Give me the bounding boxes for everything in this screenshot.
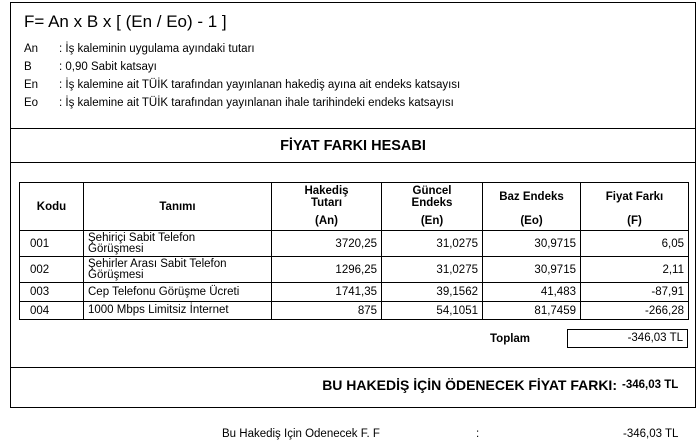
definition-row-eo (24, 94, 460, 112)
header-en: (En) (382, 212, 483, 231)
cell-tanimi: Cep Telefonu Görüşme Ücreti (84, 283, 272, 302)
table-row (20, 302, 689, 320)
section-title: FİYAT FARKI HESABI (280, 138, 426, 154)
cell-en: 31,0275 (382, 231, 483, 257)
table-row (20, 231, 689, 257)
cell-eo: 81,7459 (483, 302, 581, 320)
definition-symbol: Eo (24, 97, 39, 109)
table-header-row (20, 183, 689, 212)
cell-eo: 41,483 (483, 283, 581, 302)
footer-value: -346,03 TL (623, 428, 679, 440)
cell-tanimi-line1: Şehiriçi Sabit Telefon (88, 231, 196, 244)
cell-an: 1741,35 (272, 283, 382, 302)
cell-an: 1296,25 (272, 257, 382, 283)
cell-f: -266,28 (581, 302, 689, 320)
header-baz: Baz Endeks (483, 183, 581, 212)
cell-en: 39,1562 (382, 283, 483, 302)
header-tanimi: Tanımı (84, 183, 272, 231)
cell-tanimi (84, 231, 272, 257)
header-hakedis (272, 183, 382, 212)
cell-tanimi-line1: Şehirler Arası Sabit Telefon (88, 257, 227, 270)
definition-text: : İş kalemine ait TÜİK tarafından yayınlanan hakediş ayına ait endeks katsayısı (59, 79, 461, 91)
cell-f: -87,91 (581, 283, 689, 302)
definition-row-en (24, 76, 460, 94)
definition-text: : İş kalemine ait TÜİK tarafından yayınlanan ihale tarihindeki endeks katsayısı (59, 97, 454, 109)
table-row (20, 257, 689, 283)
cell-en: 54,1051 (382, 302, 483, 320)
header-an: (An) (272, 212, 382, 231)
cell-eo: 30,9715 (483, 231, 581, 257)
header-kodu: Kodu (20, 183, 84, 231)
cell-kodu: 003 (20, 283, 84, 302)
cell-f: 2,11 (581, 257, 689, 283)
header-guncel-line1: Güncel (412, 185, 452, 198)
cell-f: 6,05 (581, 231, 689, 257)
cell-tanimi-line2: Görüşmesi (88, 242, 144, 255)
cell-eo: 30,9715 (483, 257, 581, 283)
definition-text: : 0,90 Sabit katsayı (59, 61, 157, 73)
definition-symbol: An (24, 43, 39, 55)
cell-an: 875 (272, 302, 382, 320)
header-f: (F) (581, 212, 689, 231)
definition-row-an (24, 40, 460, 58)
cell-en: 31,0275 (382, 257, 483, 283)
divider (10, 367, 696, 368)
formula: F= An x B x [ (En / Eo) - 1 ] (24, 12, 227, 31)
cell-tanimi (84, 257, 272, 283)
total-value: -346,03 TL (567, 329, 688, 348)
cell-an: 3720,25 (272, 231, 382, 257)
payment-summary-label: BU HAKEDİŞ İÇİN ÖDENECEK FİYAT FARKI: (322, 377, 617, 393)
footer-colon: : (476, 428, 480, 440)
header-hakedis-line2: Tutarı (310, 197, 343, 210)
header-guncel (382, 183, 483, 212)
footer-label: Bu Hakediş Için Odenecek F. F (222, 428, 380, 440)
definitions-list (24, 40, 460, 112)
header-eo: (Eo) (483, 212, 581, 231)
cell-kodu: 002 (20, 257, 84, 283)
divider (10, 128, 696, 129)
cell-tanimi: 1000 Mbps Limitsiz İnternet (84, 302, 272, 320)
cell-kodu: 001 (20, 231, 84, 257)
cell-tanimi-line2: Görüşmesi (88, 268, 144, 281)
total-label: Toplam (490, 333, 531, 345)
header-guncel-line2: Endeks (411, 197, 453, 210)
price-difference-table (19, 182, 689, 320)
definition-row-b (24, 58, 460, 76)
definition-symbol: En (24, 79, 39, 91)
definition-text: : İş kaleminin uygulama ayındaki tutarı (59, 43, 255, 55)
cell-kodu: 004 (20, 302, 84, 320)
header-hakedis-line1: Hakediş (304, 185, 349, 198)
table-row (20, 283, 689, 302)
header-fark: Fiyat Farkı (581, 183, 689, 212)
payment-summary-value: -346,03 TL (622, 379, 679, 391)
divider (10, 162, 696, 163)
definition-symbol: B (24, 61, 32, 73)
